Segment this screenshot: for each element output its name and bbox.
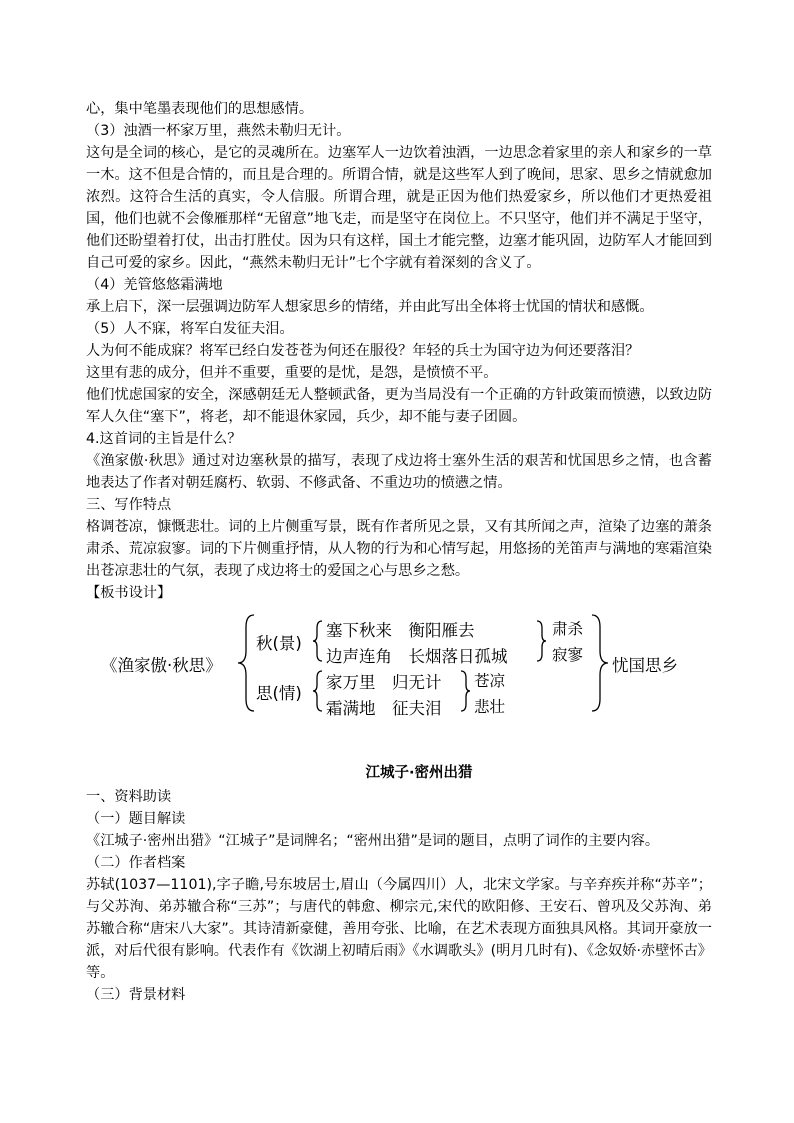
section-heading: 三、写作特点 xyxy=(86,497,172,513)
paragraph: 承上启下，深一层强调边防军人想家思乡的情绪，并由此写出全体将士忧国的情状和感慨。 xyxy=(86,299,654,315)
paragraph: 苏轼(1037—1101),字子瞻,号东坡居士,眉山（今属四川）人，北宋文学家。与辛弃疾并称“苏辛”；与父苏洵、弟苏辙合称“三苏”；与唐代的韩愈、柳宗元,宋代的欧阳修、王安石、曾巩及父苏洵、弟苏辙合称“唐宋八大家”。其诗清新豪健，善用夸张、比喻，在艺术表现方面独具风格。其词开豪放一派，对后代很有影响。代表作有《饮湖上初晴后雨》《水调歌头》(明月几时有)、《念奴娇·赤壁怀古》等。 xyxy=(86,877,712,981)
paragraph: 这里有悲的成分，但并不重要，重要的是忧，是怨，是愤愤不平。 xyxy=(86,365,498,381)
subheading: （一）题目解读 xyxy=(86,811,186,827)
document-page xyxy=(86,98,712,1006)
subheading: （4）羌管悠悠霜满地 xyxy=(86,277,223,293)
board-design-heading: 【板书设计】 xyxy=(86,585,172,601)
paragraph: 心，集中笔墨表现他们的思想感情。 xyxy=(86,101,314,117)
paragraph: 《江城子·密州出猎》“江城子”是词牌名；“密州出猎”是词的题目，点明了词作的主要内容。 xyxy=(86,833,660,849)
board-mood: 苍凉 xyxy=(474,672,506,690)
lesson-title: 江城子·密州出猎 xyxy=(365,765,473,781)
board-diagram xyxy=(86,607,712,719)
paragraph: 他们忧虑国家的安全，深感朝廷无人整顿武备，更为当局没有一个正确的方针政策而愤懑，以致边防军人久住“塞下”，将老，却不能退休家园，兵少，却不能与妻子团圆。 xyxy=(86,387,712,425)
board-thought-label: 思(情) xyxy=(256,684,302,703)
paragraph: 《渔家傲·秋思》通过对边塞秋景的描写，表现了戍边将士塞外生活的艰苦和忧国思乡之情，也含蓄地表达了作者对朝廷腐朽、软弱、不修武备、不重边功的愤懑之情。 xyxy=(86,453,712,491)
board-mood: 悲壮 xyxy=(474,698,506,716)
subheading: （5）人不寐，将军白发征夫泪。 xyxy=(86,321,294,337)
board-title: 《渔家傲·秋思》 xyxy=(101,656,222,675)
board-theme: 忧国思乡 xyxy=(612,656,678,675)
question: 4.这首词的主旨是什么？ xyxy=(86,431,242,447)
board-line: 家万里 归无计 xyxy=(326,673,442,692)
subheading: （三）背景材料 xyxy=(86,987,186,1003)
subheading: （3）浊酒一杯家万里，燕然未勒归无计。 xyxy=(86,123,351,139)
board-autumn-label: 秋(景) xyxy=(256,634,302,653)
section-heading: 一、资料助读 xyxy=(86,789,172,805)
board-line: 边声连角 长烟落日孤城 xyxy=(326,647,508,666)
board-line: 塞下秋来 衡阳雁去 xyxy=(326,621,475,640)
board-mood: 肃杀 xyxy=(552,620,584,638)
subheading: （二）作者档案 xyxy=(86,855,186,871)
paragraph: 格调苍凉，慷慨悲壮。词的上片侧重写景，既有作者所见之景，又有其所闻之声，渲染了边塞的萧条肃杀、荒凉寂寥。词的下片侧重抒情，从人物的行为和心情写起，用悠扬的羌笛声与满地的寒霜渲染出苍凉悲壮的气氛，表现了戍边将士的爱国之心与思乡之愁。 xyxy=(86,519,712,579)
paragraph: 人为何不能成寐？将军已经白发苍苍为何还在服役？年轻的兵士为国守边为何还要落泪？ xyxy=(86,343,640,359)
board-line: 霜满地 征夫泪 xyxy=(326,699,442,718)
paragraph: 这句是全词的核心，是它的灵魂所在。边塞军人一边饮着浊酒，一边思念着家里的亲人和家乡的一草一木。这不但是合情的，而且是合理的。所谓合情，就是这些军人到了晚间，思家、思乡之情就愈加浓烈。这符合生活的真实，令人信服。所谓合理，就是正因为他们热爱家乡，所以他们才更热爱祖国，他们也就不会像雁那样“无留意”地飞走，而是坚守在岗位上。不只坚守，他们并不满足于坚守，他们还盼望着打仗，出击打胜仗。因为只有这样，国土才能完整，边塞才能巩固，边防军人才能回到自己可爱的家乡。因此，“燕然未勒归无计”七个字就有着深刻的含义了。 xyxy=(86,145,712,271)
board-mood: 寂寥 xyxy=(552,646,584,664)
